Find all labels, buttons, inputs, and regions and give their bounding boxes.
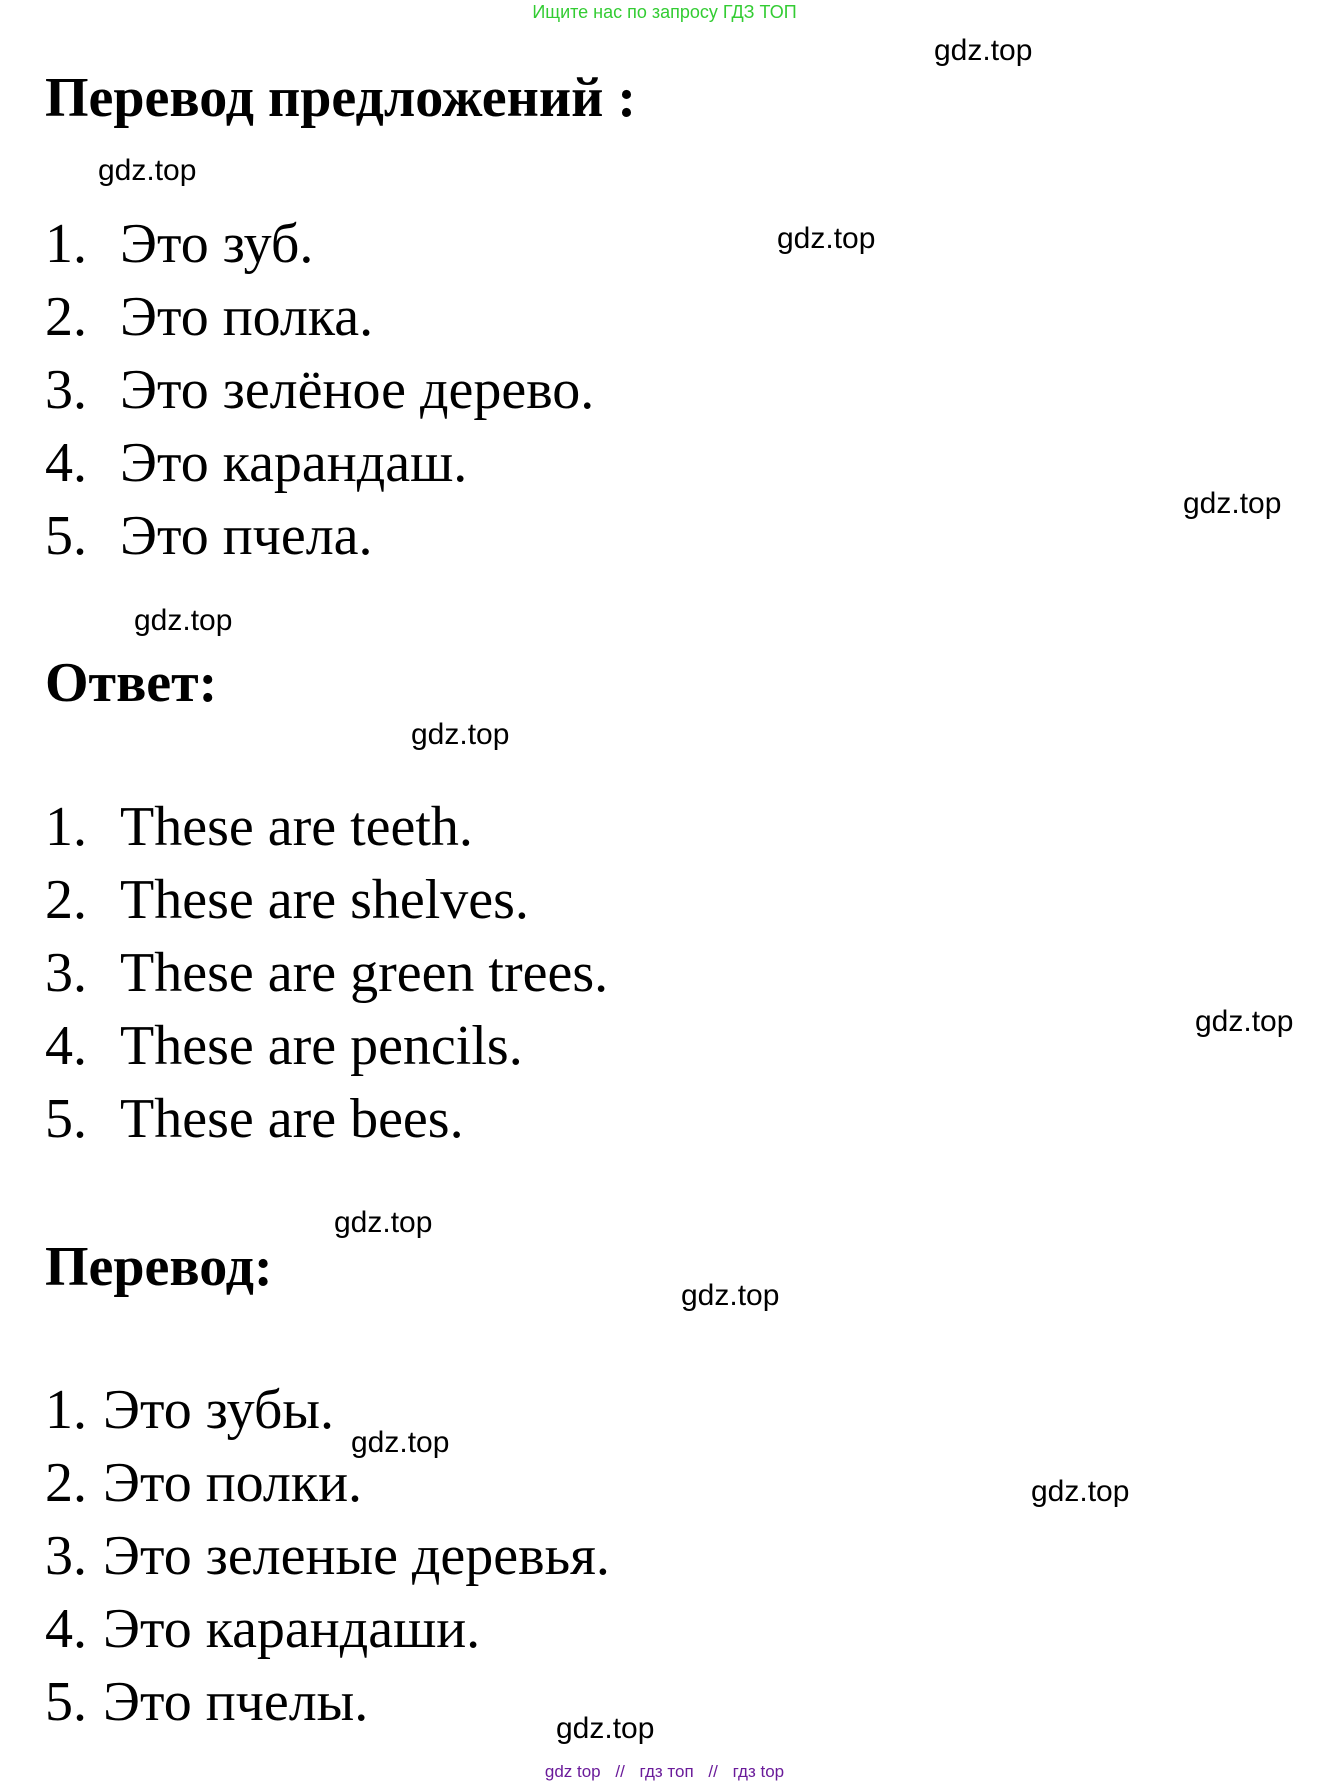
list-item: 1. Это зубы. xyxy=(45,1379,335,1441)
watermark: gdz.top xyxy=(1031,1475,1130,1508)
search-hint-banner xyxy=(0,0,1329,24)
translation-list xyxy=(45,1374,610,1739)
footer-separator: // xyxy=(708,1762,718,1781)
watermark: gdz.top xyxy=(934,34,1033,67)
list-item: 3. Это зелёное дерево. xyxy=(45,359,595,421)
watermark: gdz.top xyxy=(411,718,510,751)
footer-link-gdz-top[interactable]: gdz top xyxy=(544,1762,601,1781)
list-item: 2. Это полки. xyxy=(45,1452,363,1514)
list-item: 2. These are shelves. xyxy=(45,869,529,931)
list-item: 2. Это полка. xyxy=(45,286,374,348)
watermark: gdz.top xyxy=(681,1279,780,1312)
list-item: 4. Это карандаш. xyxy=(45,432,468,494)
list-item: 4. Это карандаши. xyxy=(45,1598,481,1660)
footer-separator: // xyxy=(615,1762,625,1781)
task-heading: Перевод предложений : xyxy=(45,67,637,129)
list-item: 4. These are pencils. xyxy=(45,1015,523,1077)
footer-links xyxy=(0,1762,1329,1782)
watermark: gdz.top xyxy=(556,1712,655,1745)
footer-link-gdz-top-mixed[interactable]: гдз top xyxy=(732,1762,785,1781)
list-item: 1. These are teeth. xyxy=(45,796,473,858)
list-item: 1. Это зуб. xyxy=(45,213,314,275)
watermark: gdz.top xyxy=(351,1426,450,1459)
list-item: 5. Это пчелы. xyxy=(45,1671,369,1733)
watermark: gdz.top xyxy=(1183,487,1282,520)
list-item: 5. These are bees. xyxy=(45,1088,464,1150)
list-item: 5. Это пчела. xyxy=(45,505,373,567)
watermark: gdz.top xyxy=(1195,1005,1294,1038)
footer-link-gdz-top-ru[interactable]: гдз топ xyxy=(639,1762,694,1781)
search-hint-text: Ищите нас по запросу ГДЗ ТОП xyxy=(532,2,797,22)
watermark: gdz.top xyxy=(334,1206,433,1239)
watermark: gdz.top xyxy=(98,154,197,187)
answer-heading: Ответ: xyxy=(45,652,218,714)
watermark: gdz.top xyxy=(777,222,876,255)
list-item: 3. Это зеленые деревья. xyxy=(45,1525,610,1587)
watermark: gdz.top xyxy=(134,604,233,637)
list-item: 3. These are green trees. xyxy=(45,942,609,1004)
task-list xyxy=(45,208,594,573)
translation-heading: Перевод: xyxy=(45,1236,273,1298)
answer-list xyxy=(45,791,608,1156)
